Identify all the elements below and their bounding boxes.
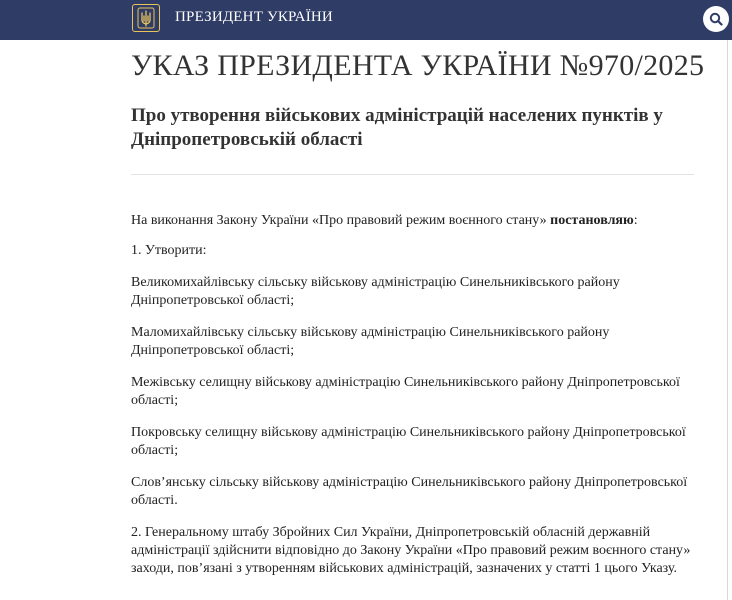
paragraph-admin-3: Межівську селищну військову адміністрацію Синельниківського району Дніпропетровської області; (131, 375, 680, 408)
search-icon (709, 12, 723, 26)
paragraph-admin-2: Маломихайлівську сільську військову адміністрацію Синельниківського району Дніпропетровської області; (131, 325, 610, 358)
paragraph-item-1: 1. Утворити: (131, 243, 207, 258)
page-frame-border (727, 40, 728, 600)
document-subtitle: Про утворення військових адміністрацій населених пунктів у Дніпропетровській області (131, 105, 663, 150)
intro-paragraph (131, 212, 693, 230)
intro-bold: постановляю (550, 213, 634, 228)
page-title: УКАЗ ПРЕЗИДЕНТА УКРАЇНИ №970/2025 (131, 49, 705, 82)
paragraph-admin-1: Великомихайлівську сільську військову адміністрацію Синельниківського району Дніпропетровської області; (131, 275, 620, 308)
document-body (131, 212, 693, 592)
paragraph-item-2: 2. Генеральному штабу Збройних Сил України, Дніпропетровській обласній державній адміністрації здійснити відповідно до Закону України «Про правовий режим воєнного стану» заходи, пов’язані з утворенням військових адміністрацій, зазначених у статті 1 цього Указу. (131, 525, 691, 576)
trident-icon[interactable] (132, 4, 160, 32)
search-button[interactable] (703, 6, 729, 32)
site-header (0, 0, 732, 40)
site-title[interactable]: ПРЕЗИДЕНТ УКРАЇНИ (175, 9, 333, 25)
divider (131, 174, 694, 175)
intro-text: На виконання Закону України «Про правовий режим воєнного стану» (131, 213, 551, 228)
intro-end: : (633, 213, 638, 228)
paragraph-admin-4: Покровську селищну військову адміністрацію Синельниківського району Дніпропетровської області; (131, 425, 686, 458)
paragraph-admin-5: Слов’янську сільську військову адміністрацію Синельниківського району Дніпропетровської області. (131, 475, 688, 508)
